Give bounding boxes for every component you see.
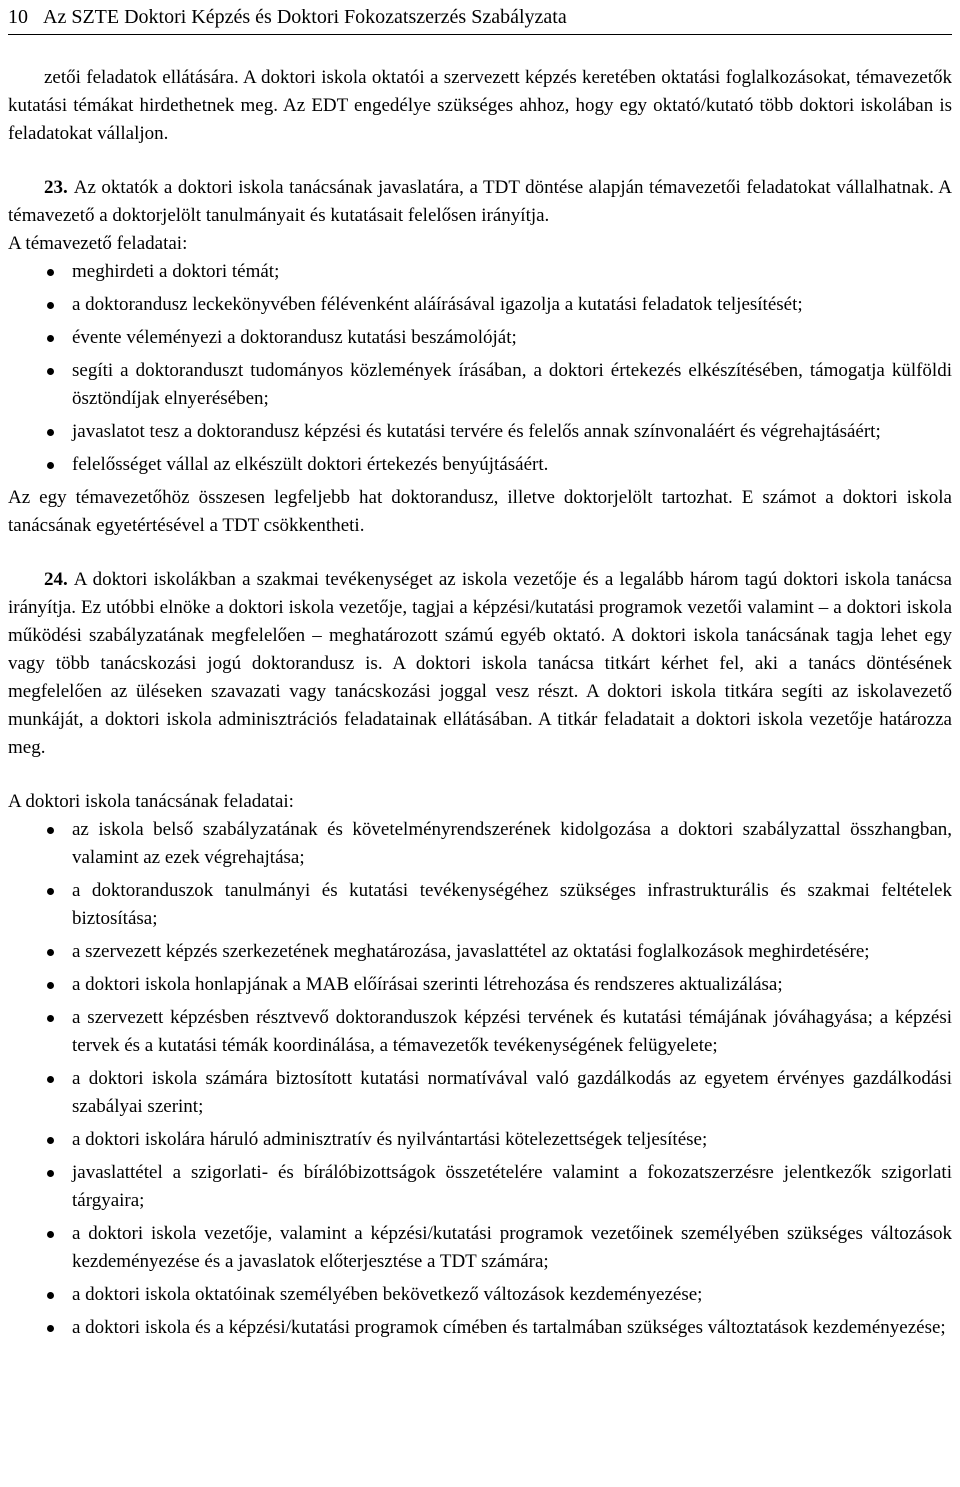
- bullet-icon: [47, 1292, 54, 1299]
- bullet-icon: [47, 429, 54, 436]
- section-24-text: A doktori iskolákban a szakmai tevékenységet az iskola vezetője és a legalább három tagú doktori iskola tanácsa irányítja. Ez utóbbi elnöke a doktori iskola vezetője, tagjai a képzési/kutatási programok vezetői valamint – a doktori iskola működési szabályzatának megfelelően – meghatározott számú egyéb oktató. A doktori iskola tanácsának tagja lehet egy vagy több tanácskozási jogú doktorandusz is. A doktori iskola tanácsa titkárt kérhet fel, aki a tanács döntésének megfelelően az üléseken szavazati vagy tanácskozási joggal vesz részt. A doktori iskola titkára segíti az iskolavezető munkáját, a doktori iskola adminisztrációs feladatainak ellátásában. A titkár feladatait a doktori iskola vezetője határozza meg.: [8, 569, 952, 758]
- list-item-text: a doktori iskolára háruló adminisztratív és nyilvántartási kötelezettségek teljesítése;: [72, 1129, 708, 1150]
- list-item: [8, 1159, 952, 1215]
- list-item-text: a szervezett képzésben résztvevő doktoranduszok képzési tervének és kutatási témájának jóváhagyása; a képzési tervek és a kutatási témák koordinálása, a témavezetők tevékenységének felügyelete;: [72, 1007, 952, 1056]
- bullet-icon: [47, 269, 54, 276]
- council-duties-list: [8, 816, 952, 1342]
- list-item-text: segíti a doktoranduszt tudományos közlemények írásában, a doktori értekezés elkészítésében, támogatja külföldi ösztöndíjak elnyerésében;: [72, 360, 952, 409]
- bullet-icon: [47, 462, 54, 469]
- list-item-text: évente véleményezi a doktorandusz kutatási beszámolóját;: [72, 327, 517, 348]
- bullet-icon: [47, 368, 54, 375]
- supervisor-duties-list: [8, 258, 952, 479]
- list-item-text: a doktori iskola és a képzési/kutatási programok címében és tartalmában szükséges változtatások kezdeményezése;: [72, 1317, 946, 1338]
- bullet-icon: [47, 1076, 54, 1083]
- list-item-text: javaslattétel a szigorlati- és bírálóbizottságok összetételére valamint a fokozatszerzésre jelentkezők szigorlati tárgyaira;: [72, 1162, 952, 1211]
- list-item: [8, 1004, 952, 1060]
- bullet-icon: [47, 302, 54, 309]
- bullet-icon: [47, 982, 54, 989]
- bullet-icon: [47, 1137, 54, 1144]
- list-item-text: az iskola belső szabályzatának és követelményrendszerének kidolgozása a doktori szabályzattal összhangban, valamint az ezek végrehajtása;: [72, 819, 952, 868]
- intro-paragraph: zetői feladatok ellátására. A doktori iskola oktatói a szervezett képzés keretében oktatási foglalkozásokat, témavezetők kutatási témákat hirdethetnek meg. Az EDT engedélye szükséges ahhoz, hogy egy oktató/kutató több doktori iskolában is feladatokat vállaljon.: [8, 67, 952, 144]
- list-item: [8, 1314, 952, 1342]
- list-item-text: a doktorandusz leckekönyvében félévenként aláírásával igazolja a kutatási feladatok teljesítését;: [72, 294, 803, 315]
- list-item: [8, 1126, 952, 1154]
- bullet-icon: [47, 888, 54, 895]
- bullet-icon: [47, 1015, 54, 1022]
- bullet-icon: [47, 1231, 54, 1238]
- list-item-text: a doktori iskola vezetője, valamint a képzési/kutatási programok vezetőinek személyében szükséges változások kezdeményezése és a javaslatok előterjesztése a TDT számára;: [72, 1223, 952, 1272]
- list-item-text: felelősséget vállal az elkészült doktori értekezés benyújtásáért.: [72, 454, 549, 475]
- list-item: [8, 1220, 952, 1276]
- list-item: [8, 291, 952, 319]
- list-item-text: meghirdeti a doktori témát;: [72, 261, 280, 282]
- page-header: [8, 4, 952, 35]
- page-content: [8, 64, 952, 1347]
- bullet-icon: [47, 335, 54, 342]
- bullet-icon: [47, 949, 54, 956]
- council-duties-heading: A doktori iskola tanácsának feladatai:: [8, 791, 294, 812]
- section-24-number: 24.: [44, 569, 68, 590]
- list-item: [8, 418, 952, 446]
- list-item-text: a szervezett képzés szerkezetének meghatározása, javaslattétel az oktatási foglalkozások meghirdetésére;: [72, 941, 870, 962]
- document-title: Az SZTE Doktori Képzés és Doktori Fokozatszerzés Szabályzata: [43, 6, 567, 28]
- supervisor-duties-heading: A témavezető feladatai:: [8, 233, 188, 254]
- section-23-text: Az oktatók a doktori iskola tanácsának javaslatára, a TDT döntése alapján témavezetői feladatokat vállalhatnak. A témavezető a doktorjelölt tanulmányait és kutatásait felelősen irányítja.: [8, 177, 952, 226]
- list-item: [8, 258, 952, 286]
- section-24: [8, 566, 952, 762]
- list-item-text: a doktori iskola oktatóinak személyében bekövetkező változások kezdeményezése;: [72, 1284, 703, 1305]
- list-item: [8, 971, 952, 999]
- list-item: [8, 357, 952, 413]
- section-23: [8, 174, 952, 230]
- section-23-closing: Az egy témavezetőhöz összesen legfeljebb hat doktorandusz, illetve doktorjelölt tartozhat. E számot a doktori iskola tanácsának egyetértésével a TDT csökkentheti.: [8, 487, 952, 536]
- list-item: [8, 324, 952, 352]
- bullet-icon: [47, 827, 54, 834]
- list-item: [8, 877, 952, 933]
- bullet-icon: [47, 1325, 54, 1332]
- list-item-text: a doktoranduszok tanulmányi és kutatási tevékenységéhez szükséges infrastrukturális és szakmai feltételek biztosítása;: [72, 880, 952, 929]
- list-item: [8, 451, 952, 479]
- section-23-number: 23.: [44, 177, 68, 198]
- list-item: [8, 938, 952, 966]
- bullet-icon: [47, 1170, 54, 1177]
- page-number: 10: [8, 6, 28, 28]
- list-item: [8, 1281, 952, 1309]
- list-item-text: a doktori iskola számára biztosított kutatási normatívával való gazdálkodás az egyetem érvényes gazdálkodási szabályai szerint;: [72, 1068, 952, 1117]
- list-item: [8, 1065, 952, 1121]
- list-item-text: javaslatot tesz a doktorandusz képzési és kutatási tervére és felelős annak színvonaláért és végrehajtásáért;: [72, 421, 881, 442]
- list-item: [8, 816, 952, 872]
- list-item-text: a doktori iskola honlapjának a MAB előírásai szerinti létrehozása és rendszeres aktualizálása;: [72, 974, 783, 995]
